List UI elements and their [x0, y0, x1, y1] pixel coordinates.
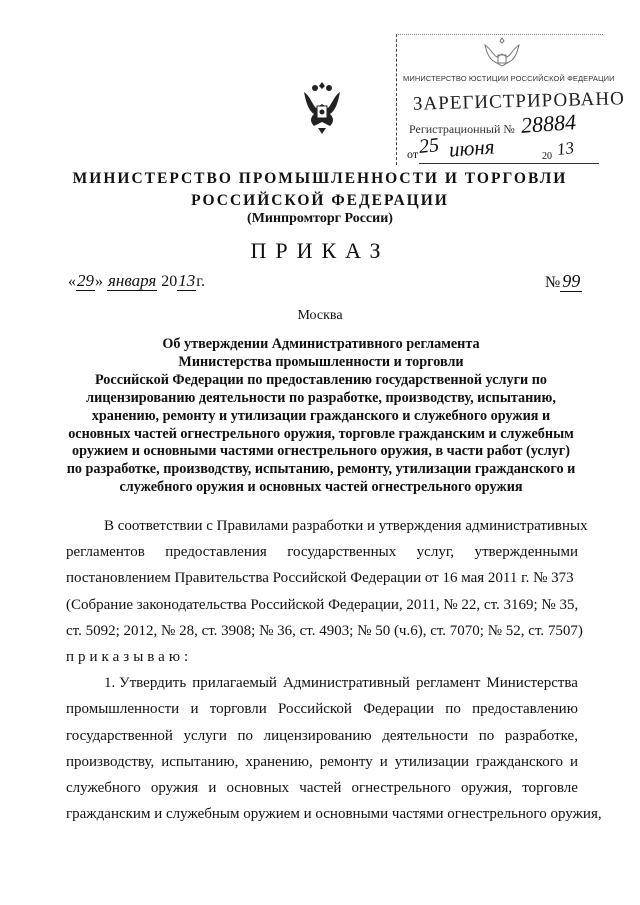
subject-line: Российской Федерации по предоставлению государственной услуги по: [94, 371, 548, 388]
date-month: января: [108, 271, 157, 290]
date-year-prefix: 20: [161, 273, 178, 290]
body-word: Министерства: [486, 675, 578, 692]
stamp-reg-number: 28884: [520, 109, 577, 138]
order-number-label: №: [545, 274, 561, 291]
date-day: 29: [77, 271, 94, 290]
stamp-ministry-text: МИНИСТЕРСТВО ЮСТИЦИИ РОССИЙСКОЙ ФЕДЕРАЦИИ: [403, 74, 615, 83]
subject-line: лицензированию деятельности по разработке, производству, испытанию,: [86, 389, 556, 406]
order-subject: [66, 336, 576, 497]
body-word: по: [445, 701, 461, 718]
order-date: [68, 271, 205, 291]
body-word: утилизации: [394, 753, 470, 770]
body-word: лицензированию: [263, 727, 372, 744]
body-word: по: [478, 727, 495, 744]
registration-stamp: [396, 34, 626, 165]
body-line: [66, 775, 578, 801]
body-word: торговли: [209, 701, 267, 718]
body-word: разработке,: [504, 727, 578, 744]
body-line: [66, 749, 578, 775]
city: Москва: [297, 308, 343, 323]
subject-line: по разработке, производству, испытанию, ремонту, утилизации гражданского и: [66, 461, 576, 478]
body-text: В соответствии с Правилами разработки и утверждения административных: [104, 518, 588, 534]
coat-of-arms-icon: [300, 78, 344, 136]
body-line: [66, 539, 578, 565]
body-word: по: [237, 727, 254, 744]
body-word: деятельности: [382, 727, 469, 744]
stamp-year-prefix: 20: [542, 151, 552, 162]
subject-line: Министерства промышленности и торговли: [178, 353, 464, 370]
body-word: испытанию,: [161, 753, 239, 770]
body-word: и: [379, 753, 388, 770]
date-quote-close: »: [95, 273, 103, 290]
date-year-end: г.: [196, 273, 206, 290]
body-line: приказываю:: [66, 649, 193, 666]
body-word: 1. Утвердить: [104, 675, 187, 692]
stamp-from-label: от: [407, 147, 419, 161]
body-word: оружия: [150, 780, 199, 797]
body-word: государственной: [66, 727, 173, 744]
body-word: служебного: [66, 780, 141, 797]
date-quote-open: «: [68, 273, 76, 290]
order-number: [545, 271, 582, 292]
body-word: регламент: [415, 675, 481, 692]
body-word: производству,: [66, 753, 155, 770]
body-word: государственных: [287, 544, 397, 561]
body-word: прилагаемый: [192, 675, 277, 692]
body-word: торговле: [522, 780, 578, 797]
subject-line: служебного оружия и основных частей огнестрельного оружия: [119, 479, 523, 496]
body-word: регламентов: [66, 544, 145, 561]
body-word: услуги: [183, 727, 227, 744]
body-word: хранению,: [245, 753, 313, 770]
body-word: оружия,: [460, 780, 513, 797]
body-word: предоставлению: [472, 701, 578, 718]
body-word: и: [190, 701, 199, 718]
subject-line: основных частей огнестрельного оружия, торговле гражданским и служебным: [68, 425, 574, 442]
body-word: утвержденными: [474, 544, 578, 561]
body-word: огнестрельного: [351, 780, 451, 797]
order-body: [66, 513, 602, 827]
body-word: промышленности: [66, 701, 180, 718]
body-text: гражданским и служебным оружием и основными частями огнестрельного оружия,: [66, 806, 602, 823]
order-number-value: 99: [562, 271, 581, 291]
ministry-title-line2: РОССИЙСКОЙ ФЕДЕРАЦИИ: [191, 192, 449, 209]
stamp-month: июня: [448, 134, 496, 162]
body-word: услуг,: [416, 544, 455, 561]
body-word: ремонту: [319, 753, 373, 770]
stamp-registered-text: ЗАРЕГИСТРИРОВАНО: [412, 88, 626, 115]
body-line: [66, 801, 602, 827]
body-line: [66, 670, 578, 696]
stamp-reg-number-label: Регистрационный №: [409, 122, 515, 136]
body-line: (Собрание законодательства Российской Федерации, 2011, № 22, ст. 3169; № 35,: [66, 596, 579, 613]
body-word: Федерации: [363, 701, 435, 718]
date-year-suffix: 13: [178, 271, 196, 290]
subject-line: Об утверждении Административного регламента: [162, 336, 480, 352]
stamp-year-suffix: 13: [555, 137, 576, 160]
subject-line: оружием и основными частями огнестрельного оружия, в части работ (услуг): [72, 443, 570, 460]
subject-line: хранению, ремонту и утилизации гражданского и служебного оружия и: [91, 407, 551, 424]
body-line: [66, 696, 578, 722]
seal-emblem-icon: [479, 35, 525, 69]
body-word: частей: [299, 780, 342, 797]
stamp-day: 25: [417, 134, 441, 158]
body-line: ст. 5092; 2012, № 28, ст. 3908; № 36, ст. 4903; № 50 (ч.6), ст. 7070; № 52, ст. 7507): [66, 622, 583, 639]
body-line: [66, 513, 588, 539]
body-word: Административный: [282, 675, 410, 692]
body-word: Российской: [278, 701, 352, 718]
ministry-short-name: (Минпромторг России): [247, 211, 393, 226]
body-line: [66, 723, 578, 749]
stamp-underline: [419, 163, 599, 164]
body-word: основных: [226, 780, 290, 797]
ministry-title-line1: МИНИСТЕРСТВО ПРОМЫШЛЕННОСТИ И ТОРГОВЛИ: [72, 170, 568, 187]
body-word: гражданского: [476, 753, 563, 770]
body-word: и: [208, 780, 217, 797]
body-line: постановлением Правительства Российской Федерации от 16 мая 2011 г. № 373: [66, 570, 574, 587]
body-word: предоставления: [165, 544, 267, 561]
order-title: ПРИКАЗ: [250, 238, 390, 263]
body-word: и: [569, 753, 578, 770]
